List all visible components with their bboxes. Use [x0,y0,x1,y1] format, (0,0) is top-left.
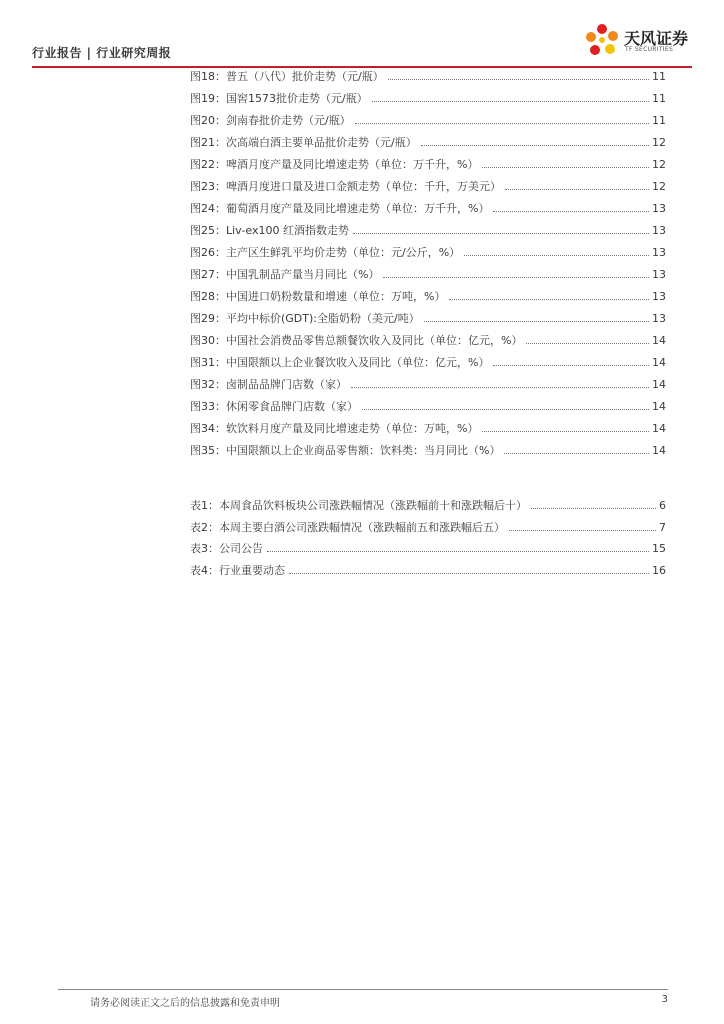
page-footer [58,989,668,1009]
toc-entry[interactable] [190,497,666,519]
dot-leader [362,409,649,410]
toc-entry[interactable] [190,200,666,222]
dot-leader [504,453,649,454]
toc-page-number: 11 [652,92,666,105]
dot-leader [526,343,649,344]
logo-english-name: TF SECURITIES [625,46,674,53]
toc-entry-title: 图26：主产区生鲜乳平均价走势（单位：元/公斤，%） [190,246,461,259]
toc-entry-title: 图18：普五（八代）批价走势（元/瓶） [190,70,384,83]
toc-entry-title: 图30：中国社会消费品零售总额餐饮收入及同比（单位：亿元，%） [190,334,523,347]
dot-leader [289,573,649,574]
toc-page-number: 13 [652,246,666,259]
toc-page-number: 14 [652,334,666,347]
company-logo [582,22,692,66]
toc-page-number: 13 [652,202,666,215]
toc-entry[interactable] [190,562,666,584]
toc-page-number: 11 [652,70,666,83]
dot-leader [351,387,649,388]
toc-entry-title: 图20：剑南春批价走势（元/瓶） [190,114,351,127]
toc-page-number: 13 [652,268,666,281]
toc-page-number: 14 [652,356,666,369]
toc-page-number: 14 [652,400,666,413]
figure-list [190,68,666,464]
toc-entry[interactable] [190,420,666,442]
toc-entry-title: 图27：中国乳制品产量当月同比（%） [190,268,380,281]
dot-leader [372,101,649,102]
toc-page-number: 6 [659,499,666,512]
toc-entry[interactable] [190,288,666,310]
dot-leader [531,508,656,509]
flower-logo-icon [582,22,622,62]
toc-entry[interactable] [190,442,666,464]
toc-entry[interactable] [190,266,666,288]
toc-entry-title: 图32：卤制品品牌门店数（家） [190,378,347,391]
dot-leader [482,167,649,168]
toc-entry-title: 图28：中国进口奶粉数量和增速（单位：万吨，%） [190,290,446,303]
toc-page-number: 13 [652,290,666,303]
dot-leader [493,211,649,212]
toc-entry[interactable] [190,112,666,134]
dot-leader [449,299,649,300]
toc-entry-title: 表3：公司公告 [190,542,263,555]
toc-entry-title: 图33：休闲零食品牌门店数（家） [190,400,358,413]
toc-entry[interactable] [190,332,666,354]
toc-entry-title: 图21：次高端白酒主要单品批价走势（元/瓶） [190,136,417,149]
toc-entry-title: 图25：Liv-ex100 红酒指数走势 [190,224,349,237]
toc-page-number: 15 [652,542,666,555]
dot-leader [355,123,649,124]
dot-leader [383,277,649,278]
toc-page-number: 12 [652,158,666,171]
toc-page-number: 13 [652,224,666,237]
toc-entry[interactable] [190,178,666,200]
toc-entry[interactable] [190,68,666,90]
toc-entry[interactable] [190,376,666,398]
toc-entry-title: 表1：本周食品饮料板块公司涨跌幅情况（涨跌幅前十和涨跌幅后十） [190,499,527,512]
toc-entry[interactable] [190,90,666,112]
table-list [190,497,666,583]
toc-page-number: 14 [652,378,666,391]
toc-entry[interactable] [190,156,666,178]
dot-leader [353,233,649,234]
toc-page-number: 14 [652,444,666,457]
dot-leader [424,321,649,322]
dot-leader [509,530,656,531]
toc-entry[interactable] [190,222,666,244]
footer-rule [58,989,668,990]
toc-entry[interactable] [190,354,666,376]
toc-entry-title: 图34：软饮料月度产量及同比增速走势（单位：万吨，%） [190,422,479,435]
toc-entry[interactable] [190,519,666,541]
toc-entry-title: 图31：中国限额以上企业餐饮收入及同比（单位：亿元，%） [190,356,490,369]
toc-entry[interactable] [190,540,666,562]
logo-chinese-name: 天风证券 [624,29,689,48]
dot-leader [464,255,649,256]
toc-entry[interactable] [190,244,666,266]
toc-page-number: 16 [652,563,666,577]
toc-page-number: 7 [659,520,666,534]
dot-leader [505,189,649,190]
toc-entry-title: 表4：行业重要动态 [190,563,285,577]
toc-entry-title: 图24：葡萄酒月度产量及同比增速走势（单位：万千升，%） [190,202,490,215]
toc-page-number: 12 [652,180,666,193]
toc-entry-title: 图19：国窖1573批价走势（元/瓶） [190,92,368,105]
dot-leader [388,79,649,80]
toc-entry[interactable] [190,134,666,156]
report-type-title: 行业报告 | 行业研究周报 [32,46,172,60]
toc-page-number: 12 [652,136,666,149]
toc-entry-title: 表2：本周主要白酒公司涨跌幅情况（涨跌幅前五和涨跌幅后五） [190,520,505,534]
toc-entry[interactable] [190,398,666,420]
toc-page-number: 11 [652,114,666,127]
dot-leader [267,551,649,552]
toc-page-number: 14 [652,422,666,435]
dot-leader [493,365,649,366]
page-number: 3 [661,994,668,1005]
toc-entry-title: 图23：啤酒月度进口量及进口金额走势（单位：千升，万美元） [190,180,501,193]
disclaimer-note: 请务必阅读正文之后的信息披露和免责申明 [90,998,280,1009]
toc-page-number: 13 [652,312,666,325]
toc-entry-title: 图35：中国限额以上企业商品零售额：饮料类：当月同比（%） [190,444,501,457]
toc-entry[interactable] [190,310,666,332]
dot-leader [421,145,649,146]
toc-entry-title: 图29：平均中标价(GDT):全脂奶粉（美元/吨） [190,312,420,325]
page-header [32,29,692,68]
toc-entry-title: 图22：啤酒月度产量及同比增速走势（单位：万千升，%） [190,158,479,171]
dot-leader [482,431,649,432]
